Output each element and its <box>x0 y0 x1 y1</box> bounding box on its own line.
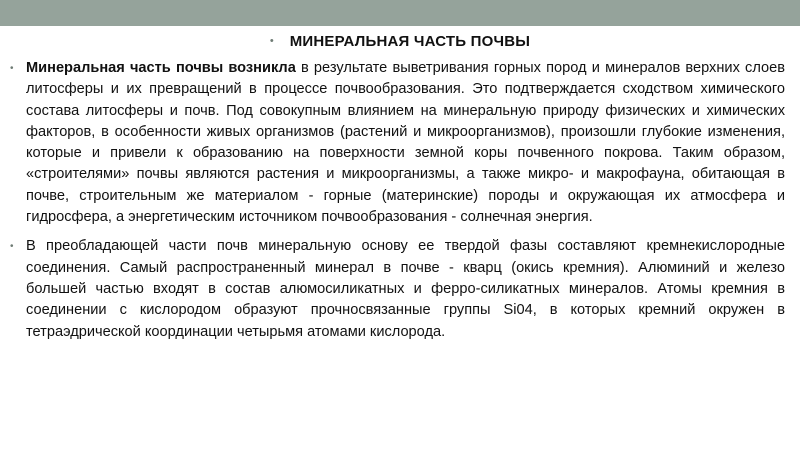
title-bullet: • <box>269 35 274 47</box>
content-body <box>10 58 785 343</box>
paragraph-1-lead: Минеральная часть почвы возникла <box>26 60 296 76</box>
paragraph-2 <box>10 236 785 342</box>
title-row <box>0 33 800 57</box>
paragraph-1 <box>10 58 785 228</box>
bullet-1: • <box>10 63 14 74</box>
paragraph-1-text: в результате выветривания горных пород и минералов верхних слоев литосферы и их превращений в процессе почвообразования. Это подтверждается сходством химического состава литосферы и почв. Под совокупным влиянием на минеральную природу физических и химических факторов, в особенности живых организмов (растений и микроорганизмов), произошли глубокие изменения, которые и привели к образованию на поверхности земной коры почвенного покрова. Таким образом, «строителями» почвы являются растения и микроорганизмы, а также микро- и макрофауна, обитающая в почве, строительным же материалом - горные (материнские) породы и окружающая их атмосфера и гидросфера, а энергетическим источником почвообразования - солнечная энергия. <box>26 60 785 226</box>
paragraph-2-text: В преобладающей части почв минеральную основу ее твердой фазы составляют кремнекислородные соединения. Самый распространенный минерал в почве - кварц (окись кремния). Алюминий и железо большей частью входят в состав алюмосиликатных и ферро-силикатных минералов. Атомы кремния в соединении с кислородом образуют прочносвязанные группы Si04, в которых кремний окружен в тетраэдрической координации четырьмя атомами кислорода. <box>26 238 785 340</box>
bullet-2: • <box>10 241 14 253</box>
top-band <box>0 0 800 26</box>
slide-title: МИНЕРАЛЬНАЯ ЧАСТЬ ПОЧВЫ <box>289 33 531 50</box>
